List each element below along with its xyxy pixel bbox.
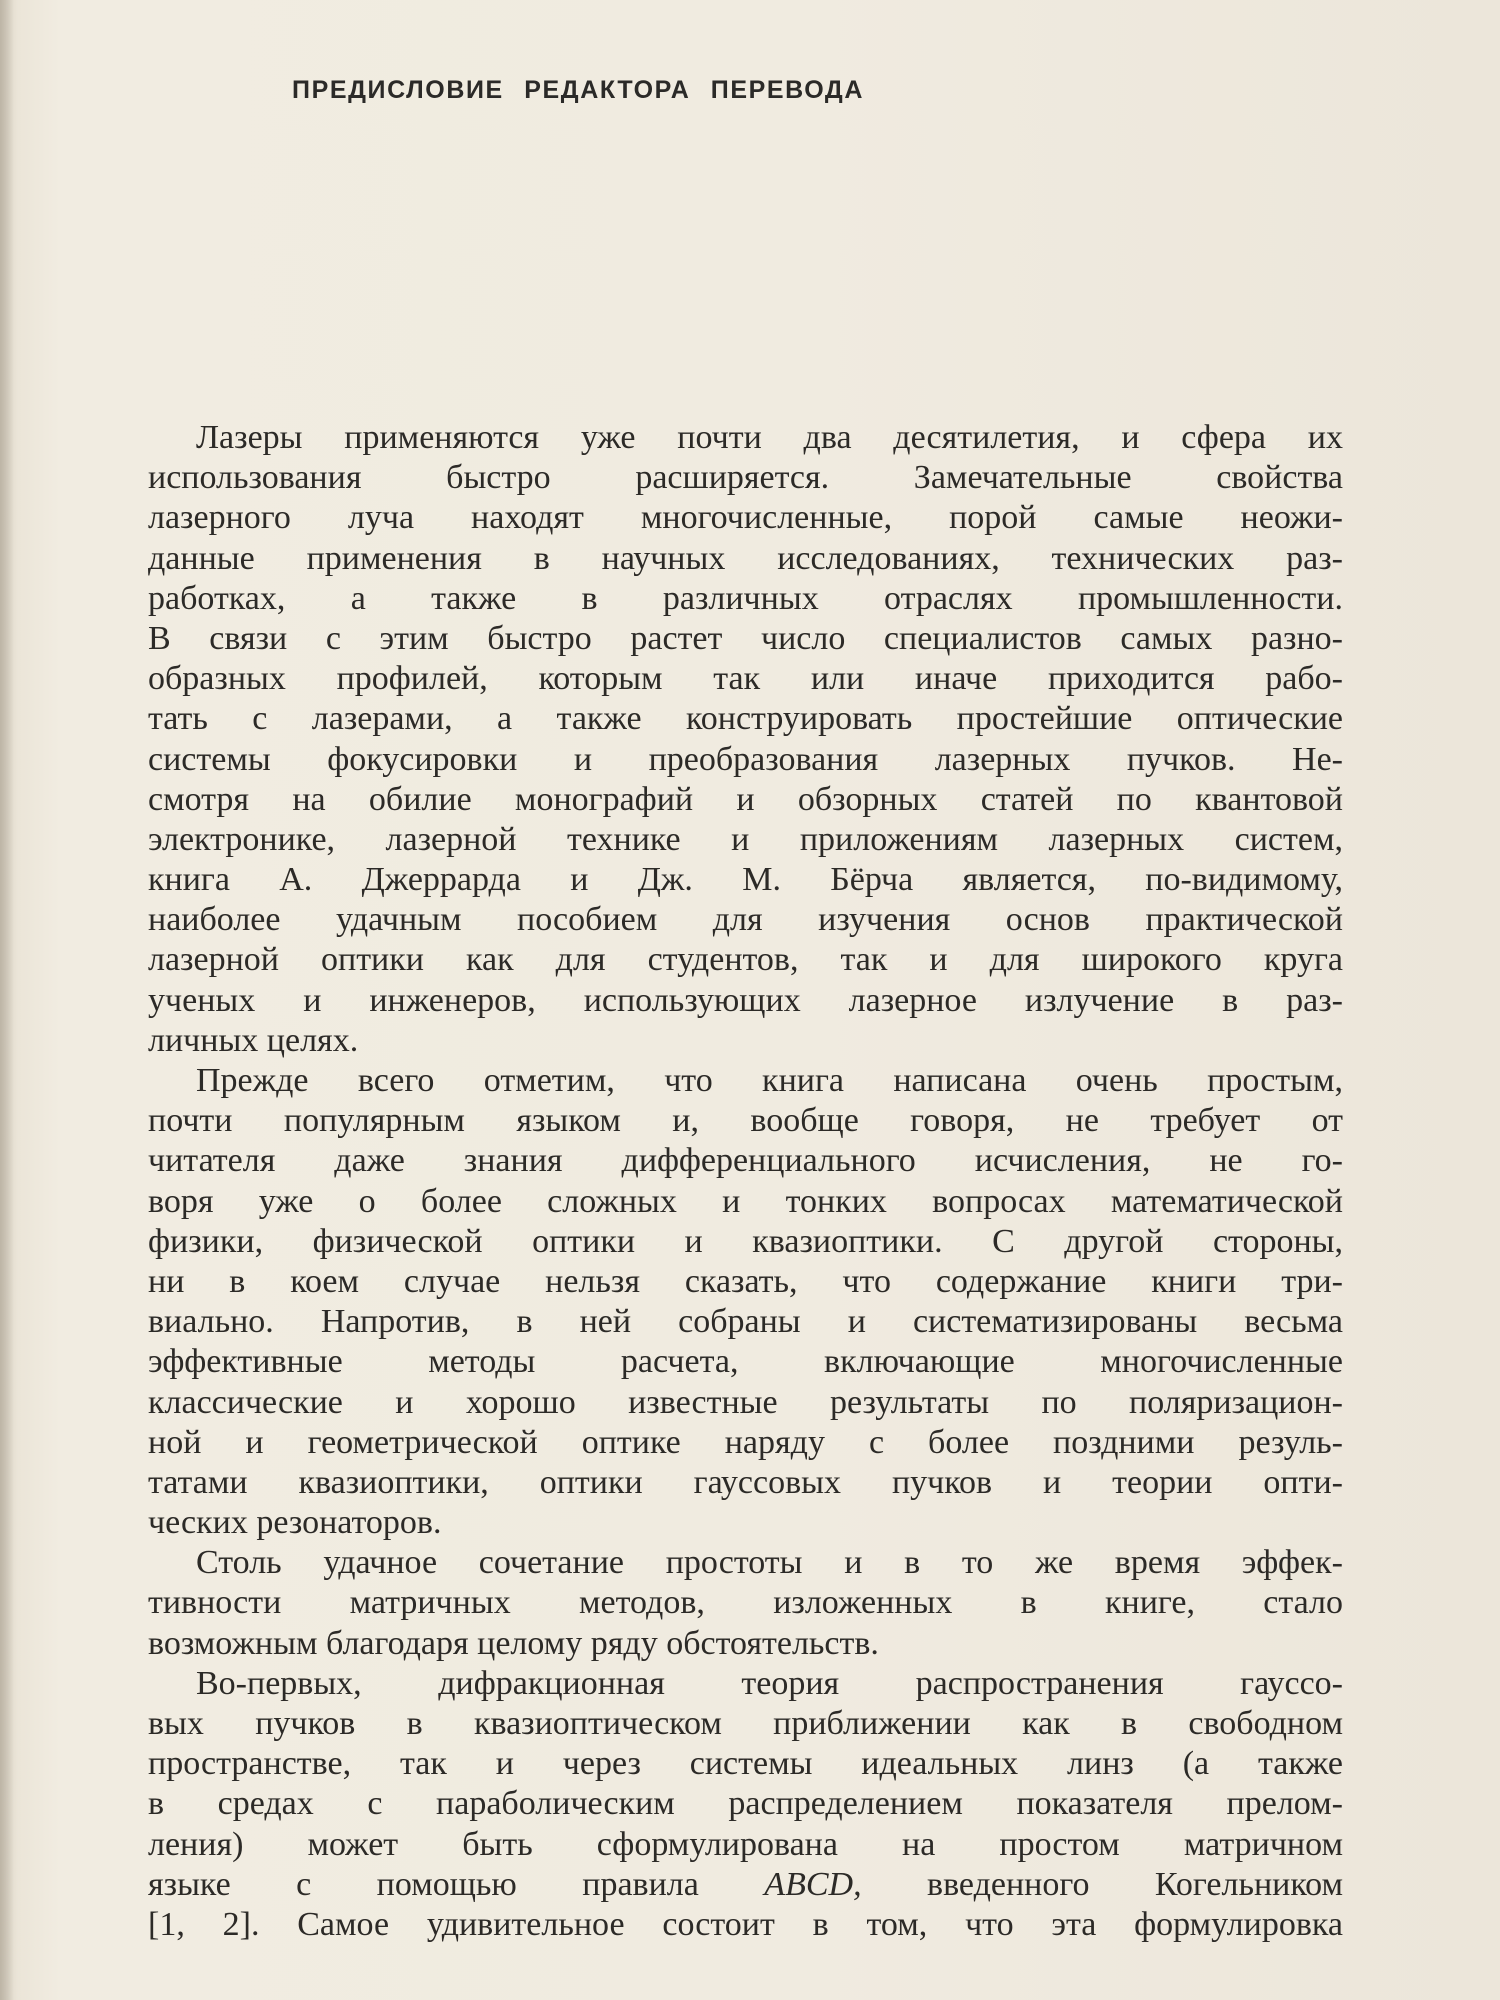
text-line: лазерной оптики как для студентов, так и для широкого круга bbox=[148, 941, 1343, 979]
text-line: ной и геометрической оптике наряду с более поздними резуль- bbox=[148, 1423, 1343, 1461]
text-line: тивности матричных методов, изложенных в книге, стало bbox=[148, 1584, 1343, 1622]
text-line: тать с лазерами, а также конструировать простейшие оптические bbox=[148, 700, 1343, 738]
text-line: ления) может быть сформулирована на простом матричном bbox=[148, 1825, 1343, 1863]
text-line: Во-первых, дифракционная теория распространения гауссо- bbox=[196, 1664, 1343, 1702]
text-line: Лазеры применяются уже почти два десятилетия, и сфера их bbox=[196, 419, 1343, 456]
text-line: в средах с параболическим распределением показателя прелом- bbox=[148, 1785, 1343, 1823]
text-line: [1, 2]. Самое удивительное состоит в том, что эта формулировка bbox=[148, 1905, 1343, 1943]
text-line: смотря на обилие монографий и обзорных статей по квантовой bbox=[148, 780, 1343, 818]
text-line: виально. Напротив, в ней собраны и систематизированы весьма bbox=[148, 1303, 1343, 1341]
text-line: лазерного луча находят многочисленные, порой самые неожи- bbox=[148, 499, 1343, 537]
text-line: татами квазиоптики, оптики гауссовых пучков и теории опти- bbox=[148, 1463, 1343, 1501]
text-line: данные применения в научных исследованиях, технических раз- bbox=[148, 539, 1343, 577]
text-line: Прежде всего отметим, что книга написана очень простым, bbox=[196, 1062, 1343, 1099]
page-title: ПРЕДИСЛОВИЕ РЕДАКТОРА ПЕРЕВОДА bbox=[292, 76, 864, 104]
text-line: образных профилей, которым так или иначе приходится рабо- bbox=[148, 660, 1343, 698]
text-line: личных целях. bbox=[148, 1021, 359, 1059]
text-line: классические и хорошо известные результаты по поляризацион- bbox=[148, 1383, 1343, 1421]
text-line: вых пучков в квазиоптическом приближении как в свободном bbox=[148, 1705, 1343, 1742]
body-text bbox=[148, 418, 1343, 1945]
text-line: ни в коем случае нельзя сказать, что содержание книги три- bbox=[148, 1262, 1343, 1300]
text-line: ческих резонаторов. bbox=[148, 1504, 442, 1542]
book-binding-shadow bbox=[0, 0, 14, 2000]
text-line: ученых и инженеров, использующих лазерное излучение в раз- bbox=[148, 981, 1343, 1019]
text-line: эффективные методы расчета, включающие многочисленные bbox=[148, 1343, 1343, 1381]
text-line: книга А. Джеррарда и Дж. М. Бёрча является, по-видимому, bbox=[148, 861, 1343, 899]
italic-term: ABCD, bbox=[764, 1865, 862, 1903]
text-line: физики, физической оптики и квазиоптики. С другой стороны, bbox=[148, 1222, 1343, 1260]
text-line: читателя даже знания дифференциального исчисления, не го- bbox=[148, 1142, 1343, 1180]
text-segment: введенного Когельником bbox=[861, 1865, 1343, 1903]
text-line: работках, а также в различных отраслях промышленности. bbox=[148, 579, 1343, 617]
text-line: пространстве, так и через системы идеальных линз (а также bbox=[148, 1745, 1343, 1783]
text-line: возможным благодаря целому ряду обстоятельств. bbox=[148, 1624, 879, 1662]
text-line: электронике, лазерной технике и приложениям лазерных систем, bbox=[148, 820, 1343, 858]
text-line: воря уже о более сложных и тонких вопросах математической bbox=[148, 1182, 1343, 1220]
text-line: наиболее удачным пособием для изучения основ практической bbox=[148, 901, 1343, 939]
text-line: системы фокусировки и преобразования лазерных пучков. Не- bbox=[148, 740, 1343, 778]
text-segment: языке с помощью правила bbox=[148, 1865, 765, 1903]
text-line: использования быстро расширяется. Замечательные свойства bbox=[148, 459, 1343, 497]
text-line: Столь удачное сочетание простоты и в то же время эффек- bbox=[196, 1544, 1343, 1582]
text-line bbox=[148, 1865, 1343, 1905]
text-line: почти популярным языком и, вообще говоря, не требует от bbox=[148, 1102, 1343, 1140]
text-line: В связи с этим быстро растет число специалистов самых разно- bbox=[148, 619, 1343, 657]
